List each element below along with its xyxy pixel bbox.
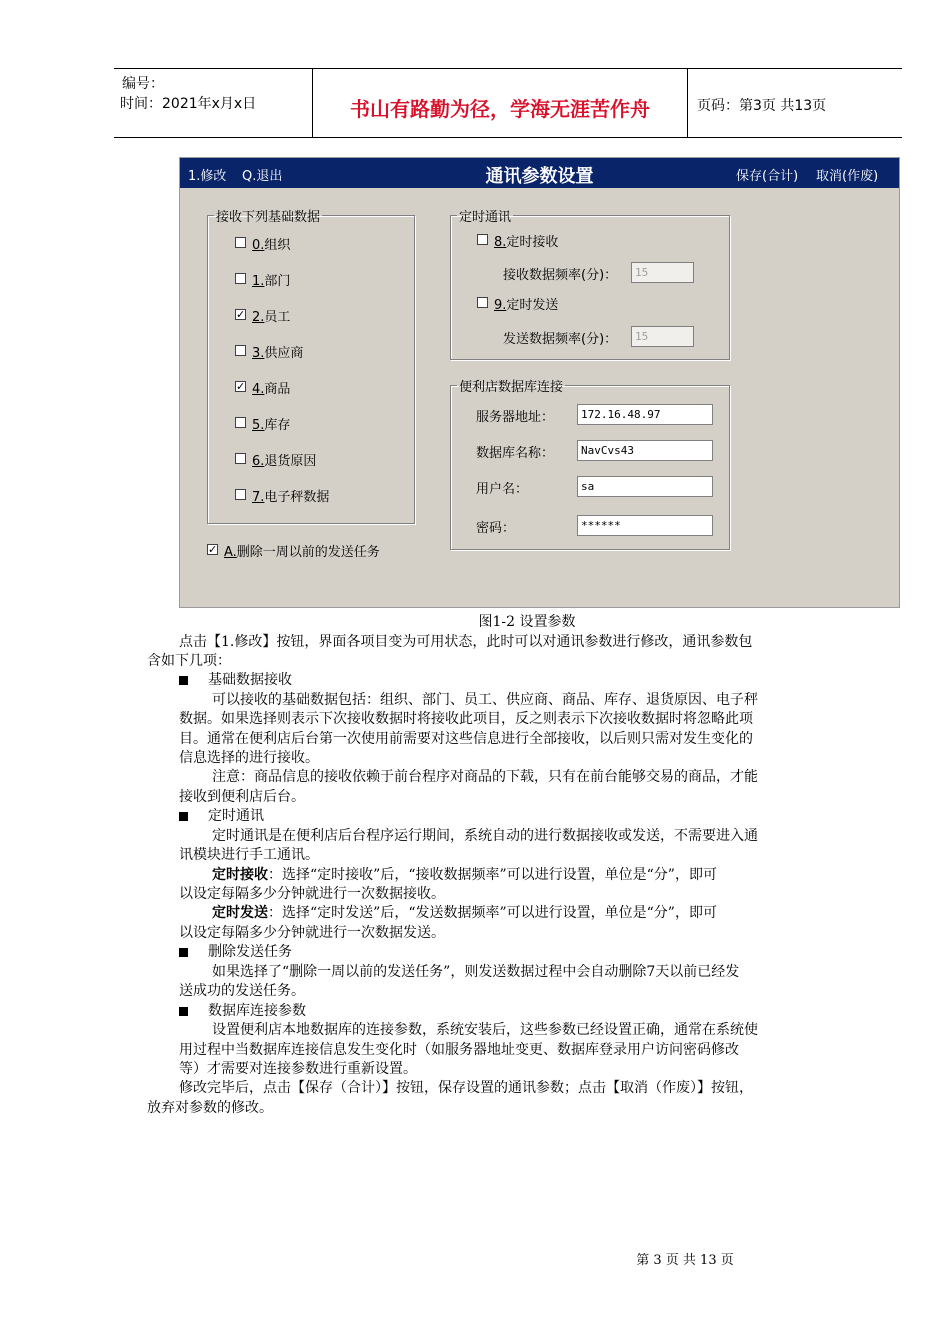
section-heading: 定时通讯 — [179, 807, 264, 826]
recv-freq-input[interactable]: 15 — [631, 262, 694, 283]
timer-recv-label: 8.定时接收 — [494, 235, 559, 250]
paragraph: 讯模块进行手工通讯。 — [179, 847, 319, 863]
paragraph: 信息选择的进行接收。 — [179, 750, 319, 766]
basic-item-label: 2.员工 — [252, 310, 291, 325]
time-label: 时间：2021年x月x日 — [120, 96, 257, 112]
send-freq-label: 发送数据频率(分)： — [503, 332, 618, 347]
basic-item-label: 4.商品 — [252, 382, 291, 397]
paragraph: 目。通常在便利店后台第一次使用前需要对这些信息进行全部接收，以后则只需对发生变化的 — [179, 731, 753, 747]
basic-item-checkbox[interactable]: ✓ — [236, 308, 246, 321]
basic-item-label: 6.退货原因 — [252, 454, 317, 469]
password-input[interactable]: ****** — [577, 515, 713, 536]
header-page-cell — [687, 69, 902, 137]
page-info: 页码：第3页 共13页 — [697, 98, 827, 114]
window-title: 通讯参数设置 — [485, 166, 594, 187]
basic-item-checkbox[interactable] — [235, 417, 246, 428]
paragraph: 以设定每隔多少分钟就进行一次数据接收。 — [179, 886, 445, 902]
header-info-cell — [114, 69, 312, 137]
paragraph: 定时发送：选择“定时发送”后，“发送数据频率”可以进行设置，单位是“分”，即可 — [212, 905, 717, 921]
section-heading: 数据库连接参数 — [179, 1002, 306, 1021]
square-bullet-icon — [179, 1007, 188, 1016]
send-freq-input[interactable]: 15 — [631, 326, 694, 347]
figure-caption: 图1-2 设置参数 — [478, 614, 576, 630]
square-bullet-icon — [179, 948, 188, 957]
timer-legend: 定时通讯 — [459, 210, 512, 225]
paragraph: 放弃对参数的修改。 — [147, 1100, 273, 1116]
basic-item-label: 7.电子秤数据 — [252, 490, 330, 505]
server-label: 服务器地址： — [476, 410, 555, 425]
recv-freq-label: 接收数据频率(分)： — [503, 268, 618, 283]
dbname-label: 数据库名称： — [476, 446, 555, 461]
paragraph: 含如下几项： — [147, 653, 231, 669]
basic-data-legend: 接收下列基础数据 — [216, 210, 321, 225]
timer-send-label: 9.定时发送 — [494, 298, 559, 313]
dbname-input[interactable]: NavCvs43 — [577, 440, 713, 461]
basic-item-label: 3.供应商 — [252, 346, 304, 361]
section-heading: 基础数据接收 — [179, 671, 292, 690]
paragraph: 数据。如果选择则表示下次接收数据时将接收此项目，反之则表示下次接收数据时将忽略此项 — [179, 711, 753, 727]
square-bullet-icon — [179, 676, 188, 685]
delete-task-label: A.删除一周以前的发送任务 — [224, 545, 380, 560]
header-motto-cell — [312, 69, 688, 137]
paragraph: 注意：商品信息的接收依赖于前台程序对商品的下载，只有在前台能够交易的商品，才能 — [212, 769, 758, 785]
basic-item-checkbox[interactable] — [235, 237, 246, 248]
delete-task-checkbox[interactable]: ✓ — [208, 543, 218, 556]
basic-item-label: 1.部门 — [252, 274, 291, 289]
db-connection-legend: 便利店数据库连接 — [459, 380, 564, 395]
paragraph: 以设定每隔多少分钟就进行一次数据发送。 — [179, 925, 445, 941]
paragraph: 如果选择了“删除一周以前的发送任务”，则发送数据过程中会自动删除7天以前已经发 — [212, 964, 740, 980]
paragraph: 等）才需要对连接参数进行重新设置。 — [179, 1061, 417, 1077]
password-label: 密码： — [476, 521, 516, 536]
basic-data-group — [207, 206, 415, 524]
paragraph: 送成功的发送任务。 — [179, 983, 305, 999]
page-header — [114, 68, 902, 138]
window-toolbar — [180, 158, 899, 188]
basic-item-label: 0.组织 — [252, 238, 291, 253]
server-input[interactable]: 172.16.48.97 — [577, 404, 713, 425]
save-button[interactable]: 保存(合计) — [736, 169, 799, 184]
timer-recv-checkbox[interactable] — [477, 234, 488, 245]
basic-item-label: 5.库存 — [252, 418, 291, 433]
square-bullet-icon — [179, 812, 188, 821]
settings-window — [179, 157, 900, 608]
paragraph: 定时接收：选择“定时接收”后，“接收数据频率”可以进行设置，单位是“分”，即可 — [212, 867, 717, 883]
paragraph: 接收到便利店后台。 — [179, 789, 305, 805]
paragraph: 点击【1.修改】按钮，界面各项目变为可用状态，此时可以对通讯参数进行修改，通讯参数包 — [179, 634, 753, 650]
motto: 书山有路勤为径，学海无涯苦作舟 — [350, 97, 650, 121]
paragraph: 可以接收的基础数据包括：组织、部门、员工、供应商、商品、库存、退货原因、电子秤 — [212, 692, 758, 708]
paragraph: 定时通讯是在便利店后台程序运行期间，系统自动的进行数据接收或发送，不需要进入通 — [212, 828, 758, 844]
basic-item-checkbox[interactable]: ✓ — [236, 380, 246, 393]
paragraph: 用过程中当数据库连接信息发生变化时（如服务器地址变更、数据库登录用户访问密码修改 — [179, 1042, 739, 1058]
paragraph: 修改完毕后，点击【保存（合计）】按钮，保存设置的通讯参数；点击【取消（作废）】按钮， — [179, 1080, 753, 1096]
timer-send-checkbox[interactable] — [477, 297, 488, 308]
paragraph: 设置便利店本地数据库的连接参数，系统安装后，这些参数已经设置正确，通常在系统使 — [212, 1022, 758, 1038]
section-heading: 删除发送任务 — [179, 943, 292, 962]
basic-item-checkbox[interactable] — [235, 453, 246, 464]
page-footer: 第 3 页 共 13 页 — [636, 1253, 734, 1268]
basic-item-checkbox[interactable] — [235, 273, 246, 284]
exit-menu-button[interactable]: Q.退出 — [242, 169, 283, 184]
user-label: 用户名： — [476, 482, 529, 497]
user-input[interactable]: sa — [577, 476, 713, 497]
basic-item-checkbox[interactable] — [235, 345, 246, 356]
cancel-button[interactable]: 取消(作废) — [816, 169, 879, 184]
basic-item-checkbox[interactable] — [235, 489, 246, 500]
modify-menu-button[interactable]: 1.修改 — [188, 169, 227, 184]
number-label: 编号： — [122, 76, 164, 92]
